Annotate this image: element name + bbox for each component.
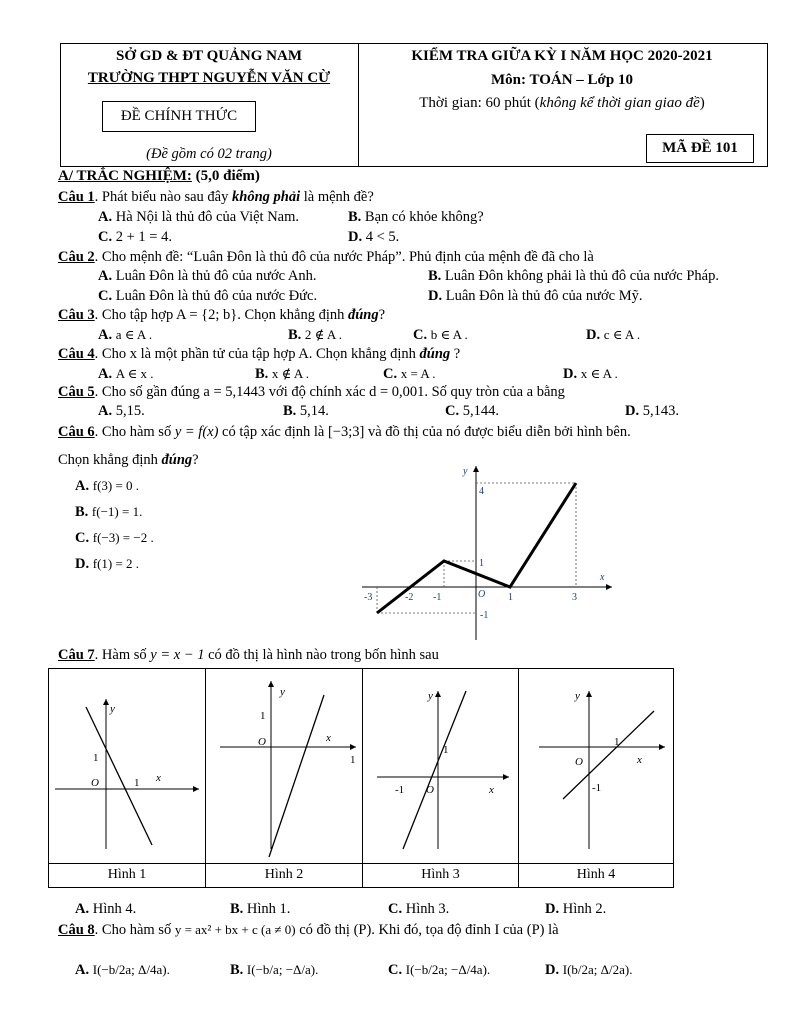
q6-c-letter: C. bbox=[75, 530, 90, 546]
q7-f2-origin: O bbox=[258, 736, 266, 748]
school-name-text: TRƯỜNG THPT NGUYỄN VĂN CỪ bbox=[87, 70, 331, 86]
official-label: ĐỀ CHÍNH THỨC bbox=[102, 101, 256, 132]
q3-emph: đúng bbox=[347, 307, 379, 323]
q6-label: Câu 6 bbox=[58, 424, 95, 440]
q1-post: là mệnh đề? bbox=[300, 189, 374, 205]
q2-d-text: Luân Đôn là thủ đô của nước Mỹ. bbox=[445, 288, 643, 304]
q8-d-vertex: I(b/2a; Δ/2a). bbox=[562, 962, 633, 977]
q3-option-d[interactable] bbox=[586, 326, 640, 344]
q3-d-letter: D. bbox=[586, 327, 601, 343]
q4-text: . Cho x là một phần tử của tập hợp A. Chọn khẳng định bbox=[94, 346, 420, 362]
q1-b-text: Bạn có khỏe không? bbox=[364, 209, 484, 225]
q7-option-a[interactable] bbox=[75, 901, 136, 918]
question-5 bbox=[58, 384, 565, 401]
q4-c-text: x = A . bbox=[400, 366, 436, 381]
q6-b-letter: B. bbox=[75, 504, 89, 520]
q5-option-a[interactable] bbox=[98, 403, 145, 420]
q5-d-letter: D. bbox=[625, 403, 640, 419]
q4-option-b[interactable] bbox=[255, 365, 309, 383]
q1-c-text: 2 + 1 = 4. bbox=[115, 229, 172, 245]
q6-graph bbox=[360, 462, 620, 642]
q6-line2-post: ? bbox=[192, 452, 199, 468]
q1-option-c[interactable] bbox=[98, 229, 172, 246]
q7-f2-tick-x: 1 bbox=[350, 754, 356, 766]
q8-option-c[interactable] bbox=[388, 961, 490, 979]
q7-f1-origin: O bbox=[91, 777, 99, 789]
q7-f4-origin: O bbox=[575, 756, 583, 768]
q2-d-letter: D. bbox=[428, 288, 443, 304]
q7-d-text: Hình 2. bbox=[562, 901, 607, 917]
q3-post: ? bbox=[378, 307, 386, 323]
q6-a-text: f(3) = 0 . bbox=[92, 478, 140, 493]
q8-b-x: −b/a bbox=[255, 962, 279, 977]
q3-a-text: a ∈ A . bbox=[115, 327, 153, 342]
q7-b-letter: B. bbox=[230, 901, 244, 917]
q8-c-vertex: I(−b/2a; −Δ/4a). bbox=[405, 962, 491, 977]
q8-d-x: b/2a bbox=[571, 962, 594, 977]
q6-mid: có tập xác định là bbox=[218, 424, 328, 440]
q2-option-c[interactable] bbox=[98, 288, 317, 305]
q3-c-letter: C. bbox=[413, 327, 428, 343]
exam-code: MÃ ĐỀ 101 bbox=[646, 134, 754, 163]
q7-option-c[interactable] bbox=[388, 901, 449, 918]
q8-b-vertex: I(−b/a; −Δ/a). bbox=[246, 962, 319, 977]
q7-figure-2[interactable] bbox=[206, 669, 363, 887]
q6-line2-emph: đúng bbox=[161, 452, 193, 468]
q7-figure-4-caption: Hình 4 bbox=[519, 863, 673, 888]
q5-option-c[interactable] bbox=[445, 403, 499, 420]
q3-option-a[interactable] bbox=[98, 326, 152, 344]
q1-label: Câu 1 bbox=[58, 189, 95, 205]
q3-a-letter: A. bbox=[98, 327, 113, 343]
q4-a-text: A ∈ x . bbox=[115, 366, 154, 381]
q5-a-letter: A. bbox=[98, 403, 113, 419]
exam-time bbox=[358, 95, 766, 112]
q6-post: và đồ thị của nó được biểu diễn bởi hình bên. bbox=[364, 424, 631, 440]
q7-option-d[interactable] bbox=[545, 901, 606, 918]
q5-b-letter: B. bbox=[283, 403, 297, 419]
q7-figure-1-caption: Hình 1 bbox=[49, 863, 205, 888]
question-7 bbox=[58, 647, 439, 664]
q2-label: Câu 2 bbox=[58, 249, 95, 265]
q4-emph: đúng bbox=[419, 346, 451, 362]
q4-post: ? bbox=[450, 346, 461, 362]
q7-a-letter: A. bbox=[75, 901, 90, 917]
q7-figure-grid bbox=[48, 668, 674, 888]
q6-tick-x-1: 1 bbox=[508, 592, 513, 603]
q6-option-c[interactable] bbox=[75, 529, 154, 547]
q1-a-text: Hà Nội là thủ đô của Việt Nam. bbox=[115, 209, 300, 225]
q2-text: . Cho mệnh đề: “Luân Đôn là thủ đô của nước Pháp”. Phủ định của mệnh đề đã cho là bbox=[94, 249, 594, 265]
section-title-text: A/ TRẮC NGHIỆM: bbox=[58, 168, 192, 184]
q8-label: Câu 8 bbox=[58, 922, 95, 938]
q5-d-text: 5,143. bbox=[642, 403, 679, 419]
q8-c-letter: C. bbox=[388, 962, 403, 978]
q6-tick-y-m1: -1 bbox=[480, 610, 489, 621]
q5-c-text: 5,144. bbox=[462, 403, 499, 419]
q3-b-letter: B. bbox=[288, 327, 302, 343]
q7-f2-tick-y: 1 bbox=[260, 710, 266, 722]
time-note: không kể thời gian giao đề bbox=[539, 95, 700, 111]
q3-label: Câu 3 bbox=[58, 307, 95, 323]
q8-a-y: Δ/4a bbox=[138, 962, 163, 977]
q4-b-letter: B. bbox=[255, 366, 269, 382]
q7-f1-tick-y: 1 bbox=[93, 752, 99, 764]
q7-figure-4[interactable] bbox=[519, 669, 673, 887]
q7-figure-1[interactable] bbox=[49, 669, 206, 887]
q5-text: . Cho số gần đúng a = 5,1443 với độ chính xác d = 0,001. Số quy tròn của a bằng bbox=[94, 384, 565, 400]
q5-b-text: 5,14. bbox=[299, 403, 329, 419]
q7-figure-4-graph bbox=[519, 669, 673, 863]
q7-figure-1-graph bbox=[49, 669, 206, 863]
q8-b-letter: B. bbox=[230, 962, 244, 978]
q8-a-x: −b/2a bbox=[101, 962, 132, 977]
q2-a-text: Luân Đôn là thủ đô của nước Anh. bbox=[115, 268, 317, 284]
school-name bbox=[60, 70, 358, 87]
q5-c-letter: C. bbox=[445, 403, 460, 419]
q6-d-letter: D. bbox=[75, 556, 90, 572]
q2-option-b[interactable] bbox=[428, 268, 719, 285]
q6-line2-pre: Chọn khẳng định bbox=[58, 452, 162, 468]
q2-c-text: Luân Đôn là thủ đô của nước Đức. bbox=[115, 288, 318, 304]
q7-f4-y: y bbox=[575, 690, 580, 702]
q7-a-text: Hình 4. bbox=[92, 901, 137, 917]
q4-d-letter: D. bbox=[563, 366, 578, 382]
q8-d-y: Δ/2a bbox=[600, 962, 625, 977]
q6-tick-x-m2: -2 bbox=[405, 592, 414, 603]
time-prefix: Thời gian: 60 phút ( bbox=[419, 95, 540, 111]
q6-option-b[interactable] bbox=[75, 503, 142, 521]
q3-text: . Cho tập hợp A = {2; b}. Chọn khẳng định bbox=[94, 307, 348, 323]
q5-a-text: 5,15. bbox=[115, 403, 145, 419]
q2-option-a[interactable] bbox=[98, 268, 317, 285]
q7-f1-y: y bbox=[110, 703, 115, 715]
q6-d-text: f(1) = 2 . bbox=[92, 556, 140, 571]
q4-label: Câu 4 bbox=[58, 346, 95, 362]
q3-option-b[interactable] bbox=[288, 326, 342, 344]
q1-a-letter: A. bbox=[98, 209, 113, 225]
q2-a-letter: A. bbox=[98, 268, 113, 284]
q7-option-b[interactable] bbox=[230, 901, 290, 918]
q7-f1-tick-x: 1 bbox=[134, 777, 140, 789]
q6-option-d[interactable] bbox=[75, 555, 139, 573]
q6-a-letter: A. bbox=[75, 478, 90, 494]
q4-c-letter: C. bbox=[383, 366, 398, 382]
q8-a-letter: A. bbox=[75, 962, 90, 978]
q3-option-c[interactable] bbox=[413, 326, 468, 344]
q7-c-letter: C. bbox=[388, 901, 403, 917]
q6-function: y = f(x) bbox=[174, 424, 219, 440]
q7-f4-tick-y: -1 bbox=[592, 782, 602, 794]
q1-c-letter: C. bbox=[98, 229, 113, 245]
q4-a-letter: A. bbox=[98, 366, 113, 382]
q1-b-letter: B. bbox=[348, 209, 362, 225]
q1-emph: không phải bbox=[232, 189, 301, 205]
question-3 bbox=[58, 307, 385, 324]
q6-option-a[interactable] bbox=[75, 477, 139, 495]
q7-figure-2-caption: Hình 2 bbox=[206, 863, 362, 888]
q7-f1-x: x bbox=[156, 772, 161, 784]
question-8 bbox=[58, 921, 559, 939]
question-2 bbox=[58, 249, 594, 266]
page-count: (Đề gồm có 02 trang) bbox=[146, 146, 272, 162]
q8-option-b[interactable] bbox=[230, 961, 318, 979]
q7-c-text: Hình 3. bbox=[405, 901, 450, 917]
q7-figure-3-caption: Hình 3 bbox=[363, 863, 518, 888]
q8-c-x: −b/2a bbox=[414, 962, 445, 977]
dept-name: SỞ GD & ĐT QUẢNG NAM bbox=[116, 48, 302, 64]
q8-a-vertex: I(−b/2a; Δ/4a). bbox=[92, 962, 170, 977]
q7-f3-x: x bbox=[489, 784, 494, 796]
time-suffix: ) bbox=[699, 95, 705, 111]
q7-function: y = x − 1 bbox=[150, 647, 205, 663]
subject: Môn: TOÁN – Lớp 10 bbox=[491, 72, 633, 88]
q2-c-letter: C. bbox=[98, 288, 113, 304]
q7-d-letter: D. bbox=[545, 901, 560, 917]
q8-function: y = ax² + bx + c (a ≠ 0) bbox=[174, 922, 296, 937]
q4-b-text: x ∉ A . bbox=[271, 366, 309, 381]
q6-x-label: x bbox=[600, 572, 605, 583]
q6-y-label: y bbox=[463, 466, 468, 477]
q1-d-letter: D. bbox=[348, 229, 363, 245]
question-1 bbox=[58, 189, 374, 206]
q6-tick-y-4: 4 bbox=[479, 486, 484, 497]
q7-figure-3[interactable] bbox=[363, 669, 519, 887]
q7-figure-3-graph bbox=[363, 669, 519, 863]
q1-option-a[interactable] bbox=[98, 209, 299, 226]
q6-domain: [−3;3] bbox=[327, 424, 365, 440]
section-title bbox=[58, 168, 260, 185]
q7-f2-x: x bbox=[326, 732, 331, 744]
q1-option-b[interactable] bbox=[348, 209, 484, 226]
q7-b-text: Hình 1. bbox=[246, 901, 291, 917]
q6-tick-x-m3: -3 bbox=[364, 592, 373, 603]
question-6 bbox=[58, 424, 631, 441]
q7-post: có đồ thị là hình nào trong bốn hình sau bbox=[204, 647, 439, 663]
q8-text: . Cho hàm số bbox=[94, 922, 175, 938]
q7-label: Câu 7 bbox=[58, 647, 95, 663]
q7-f2-y: y bbox=[280, 686, 285, 698]
q3-b-text: 2 ∉ A . bbox=[304, 327, 342, 342]
q7-f3-tick-x: -1 bbox=[395, 784, 405, 796]
q4-option-d[interactable] bbox=[563, 365, 618, 383]
q3-c-text: b ∈ A . bbox=[430, 327, 468, 342]
q5-label: Câu 5 bbox=[58, 384, 95, 400]
q2-option-d[interactable] bbox=[428, 288, 642, 305]
q7-f3-y: y bbox=[428, 690, 433, 702]
q8-c-y: −Δ/4a bbox=[451, 962, 483, 977]
q8-post: có đồ thị (P). Khi đó, tọa độ đỉnh I của (P) là bbox=[295, 922, 559, 938]
q7-text: . Hàm số bbox=[94, 647, 151, 663]
q1-option-d[interactable] bbox=[348, 229, 399, 246]
q5-option-b[interactable] bbox=[283, 403, 329, 420]
q1-d-text: 4 < 5. bbox=[365, 229, 400, 245]
q8-b-y: −Δ/a bbox=[285, 962, 311, 977]
q6-tick-x-3: 3 bbox=[572, 592, 577, 603]
q6-b-text: f(−1) = 1. bbox=[91, 504, 143, 519]
q4-option-c[interactable] bbox=[383, 365, 436, 383]
section-points: (5,0 điểm) bbox=[195, 168, 260, 184]
q7-f4-tick-x: 1 bbox=[614, 736, 620, 748]
q6-tick-x-m1: -1 bbox=[433, 592, 442, 603]
q8-option-d[interactable] bbox=[545, 961, 633, 979]
q3-d-text: c ∈ A . bbox=[603, 327, 641, 342]
q6-tick-y-1: 1 bbox=[479, 558, 484, 569]
q1-text: . Phát biểu nào sau đây bbox=[94, 189, 232, 205]
q6-text: . Cho hàm số bbox=[94, 424, 175, 440]
q8-option-a[interactable] bbox=[75, 961, 170, 979]
exam-title: KIỂM TRA GIỮA KỲ I NĂM HỌC 2020-2021 bbox=[411, 48, 713, 64]
question-4 bbox=[58, 346, 460, 363]
q7-f4-x: x bbox=[637, 754, 642, 766]
q6-line2 bbox=[58, 452, 199, 469]
q2-b-letter: B. bbox=[428, 268, 442, 284]
q7-figure-2-graph bbox=[206, 669, 363, 863]
q7-f3-tick-y: 1 bbox=[443, 744, 449, 756]
q6-c-text: f(−3) = −2 . bbox=[92, 530, 154, 545]
q7-f3-origin: O bbox=[426, 784, 434, 796]
q5-option-d[interactable] bbox=[625, 403, 679, 420]
q4-d-text: x ∈ A . bbox=[580, 366, 618, 381]
q2-b-text: Luân Đôn không phải là thủ đô của nước Pháp. bbox=[444, 268, 719, 284]
q8-d-letter: D. bbox=[545, 962, 560, 978]
q6-origin: O bbox=[478, 589, 486, 600]
q4-option-a[interactable] bbox=[98, 365, 154, 383]
